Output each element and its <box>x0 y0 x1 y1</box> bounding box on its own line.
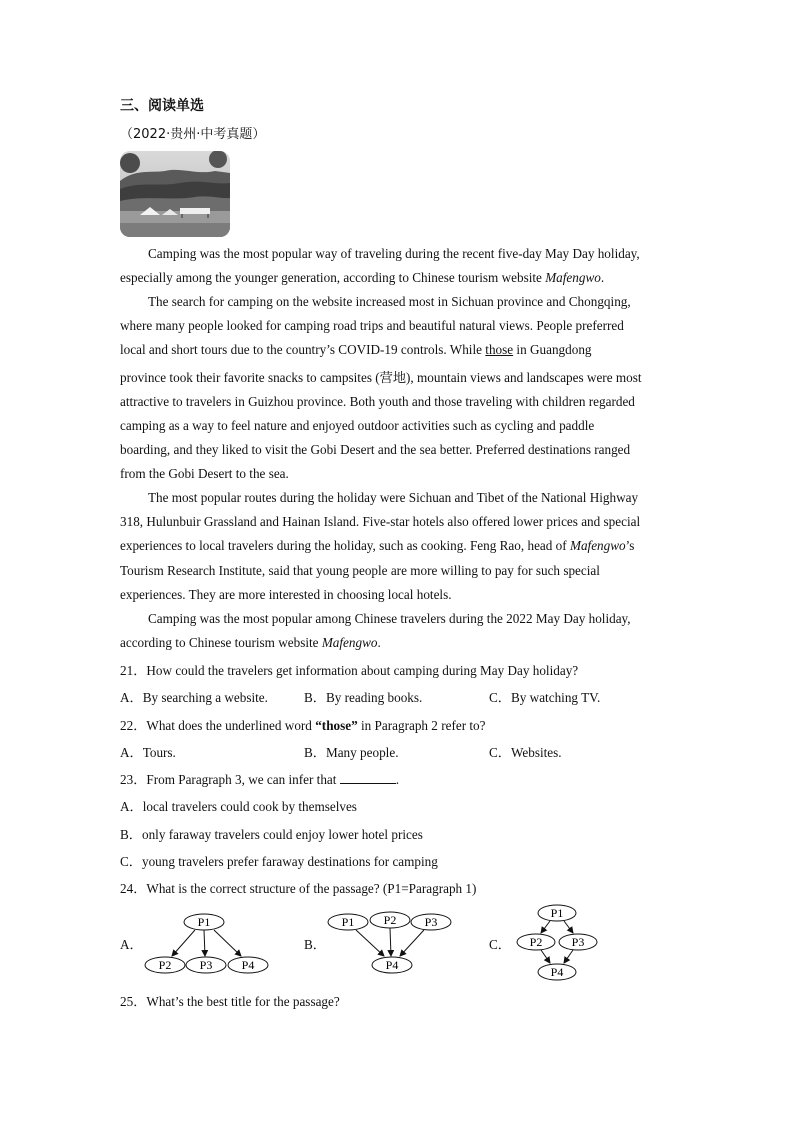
node-p4: P4 <box>550 965 564 979</box>
underlined-word-those: those <box>485 342 514 357</box>
passage-p1-line1: Camping was the most popular way of traveling during the recent five-day May Day holiday, <box>148 246 640 261</box>
question-21-option-c: C．By watching TV. <box>489 690 601 705</box>
question-22-option-c: C．Websites. <box>489 745 562 760</box>
question-24-option-c-label: C． <box>489 937 511 952</box>
passage-p2-line7: boarding, and they liked to visit the Gobi Desert and the sea better. Preferred destinations ranged <box>120 442 631 457</box>
node-p2: P2 <box>158 958 172 972</box>
question-25-stem: 25．What’s the best title for the passage? <box>120 994 340 1009</box>
node-p3: P3 <box>571 935 585 949</box>
node-p4: P4 <box>241 958 255 972</box>
passage-p2-line8: from the Gobi Desert to the sea. <box>120 466 289 481</box>
question-23-option-a: A．local travelers could cook by themselves <box>120 799 357 814</box>
question-21-option-b: B．By reading books. <box>304 690 423 705</box>
question-23-stem: 23．From Paragraph 3, we can infer that . <box>120 772 400 787</box>
question-24-stem: 24．What is the correct structure of the passage? (P1=Paragraph 1) <box>120 881 477 896</box>
question-21-stem: 21．How could the travelers get information about camping during May Day holiday? <box>120 663 579 678</box>
passage-p3-line4: Tourism Research Institute, said that young people are more willing to pay for such special <box>120 563 600 578</box>
structure-diagram-c <box>510 900 605 984</box>
passage-p3-line2: 318, Hulunbuir Grassland and Hainan Island. Five-star hotels also offered lower prices and special <box>120 514 641 529</box>
passage-p2-line5: attractive to travelers in Guizhou province. Both youth and those traveling with children regarded <box>120 394 635 409</box>
question-23-option-b: B．only faraway travelers could enjoy lower hotel prices <box>120 827 423 842</box>
passage-p4-line1: Camping was the most popular among Chinese travelers during the 2022 May Day holiday, <box>148 611 631 626</box>
section-title: 三、阅读单选 <box>120 98 204 114</box>
node-p1: P1 <box>197 915 211 929</box>
passage-p3-line1: The most popular routes during the holiday were Sichuan and Tibet of the National Highway <box>148 490 639 505</box>
question-24-option-a-label: A． <box>120 937 143 952</box>
passage-p2-line1: The search for camping on the website increased most in Sichuan province and Chongqing, <box>148 294 631 309</box>
passage-p2-line3: local and short tours due to the country’s COVID-19 controls. While those in Guangdong <box>120 342 592 357</box>
node-p1: P1 <box>341 915 355 929</box>
passage-p3-line5: experiences. They are more interested in choosing local hotels. <box>120 587 452 602</box>
structure-diagram-b <box>324 905 454 977</box>
passage-p3-line3: experiences to local travelers during the holiday, such as cooking. Feng Rao, head of Mafengwo’s <box>120 538 635 553</box>
question-22-stem: 22．What does the underlined word “those” in Paragraph 2 refer to? <box>120 718 486 733</box>
exam-source: （2022·贵州·中考真题） <box>120 127 266 142</box>
node-p4: P4 <box>385 958 399 972</box>
passage-p2-line4: province took their favorite snacks to campsites (营地), mountain views and landscapes were most <box>120 370 642 385</box>
passage-p1-line2: especially among the younger generation, according to Chinese tourism website Mafengwo. <box>120 270 605 285</box>
question-23-option-c: C．young travelers prefer faraway destinations for camping <box>120 854 438 869</box>
structure-diagram-a <box>140 905 275 977</box>
question-22-option-b: B．Many people. <box>304 745 399 760</box>
node-p1: P1 <box>550 906 564 920</box>
answer-blank <box>340 771 396 784</box>
passage-p4-line2: according to Chinese tourism website Mafengwo. <box>120 635 381 650</box>
node-p2: P2 <box>529 935 543 949</box>
campsite-photo <box>120 151 230 237</box>
passage-p2-line2: where many people looked for camping road trips and beautiful natural views. People preferred <box>120 318 624 333</box>
node-p3: P3 <box>424 915 438 929</box>
question-21-option-a: A．By searching a website. <box>120 690 268 705</box>
question-24-option-b-label: B． <box>304 937 326 952</box>
passage-p2-line6: camping as a way to feel nature and enjoyed outdoor activities such as cycling and paddle <box>120 418 595 433</box>
node-p2: P2 <box>383 913 397 927</box>
question-22-option-a: A．Tours. <box>120 745 176 760</box>
node-p3: P3 <box>199 958 213 972</box>
